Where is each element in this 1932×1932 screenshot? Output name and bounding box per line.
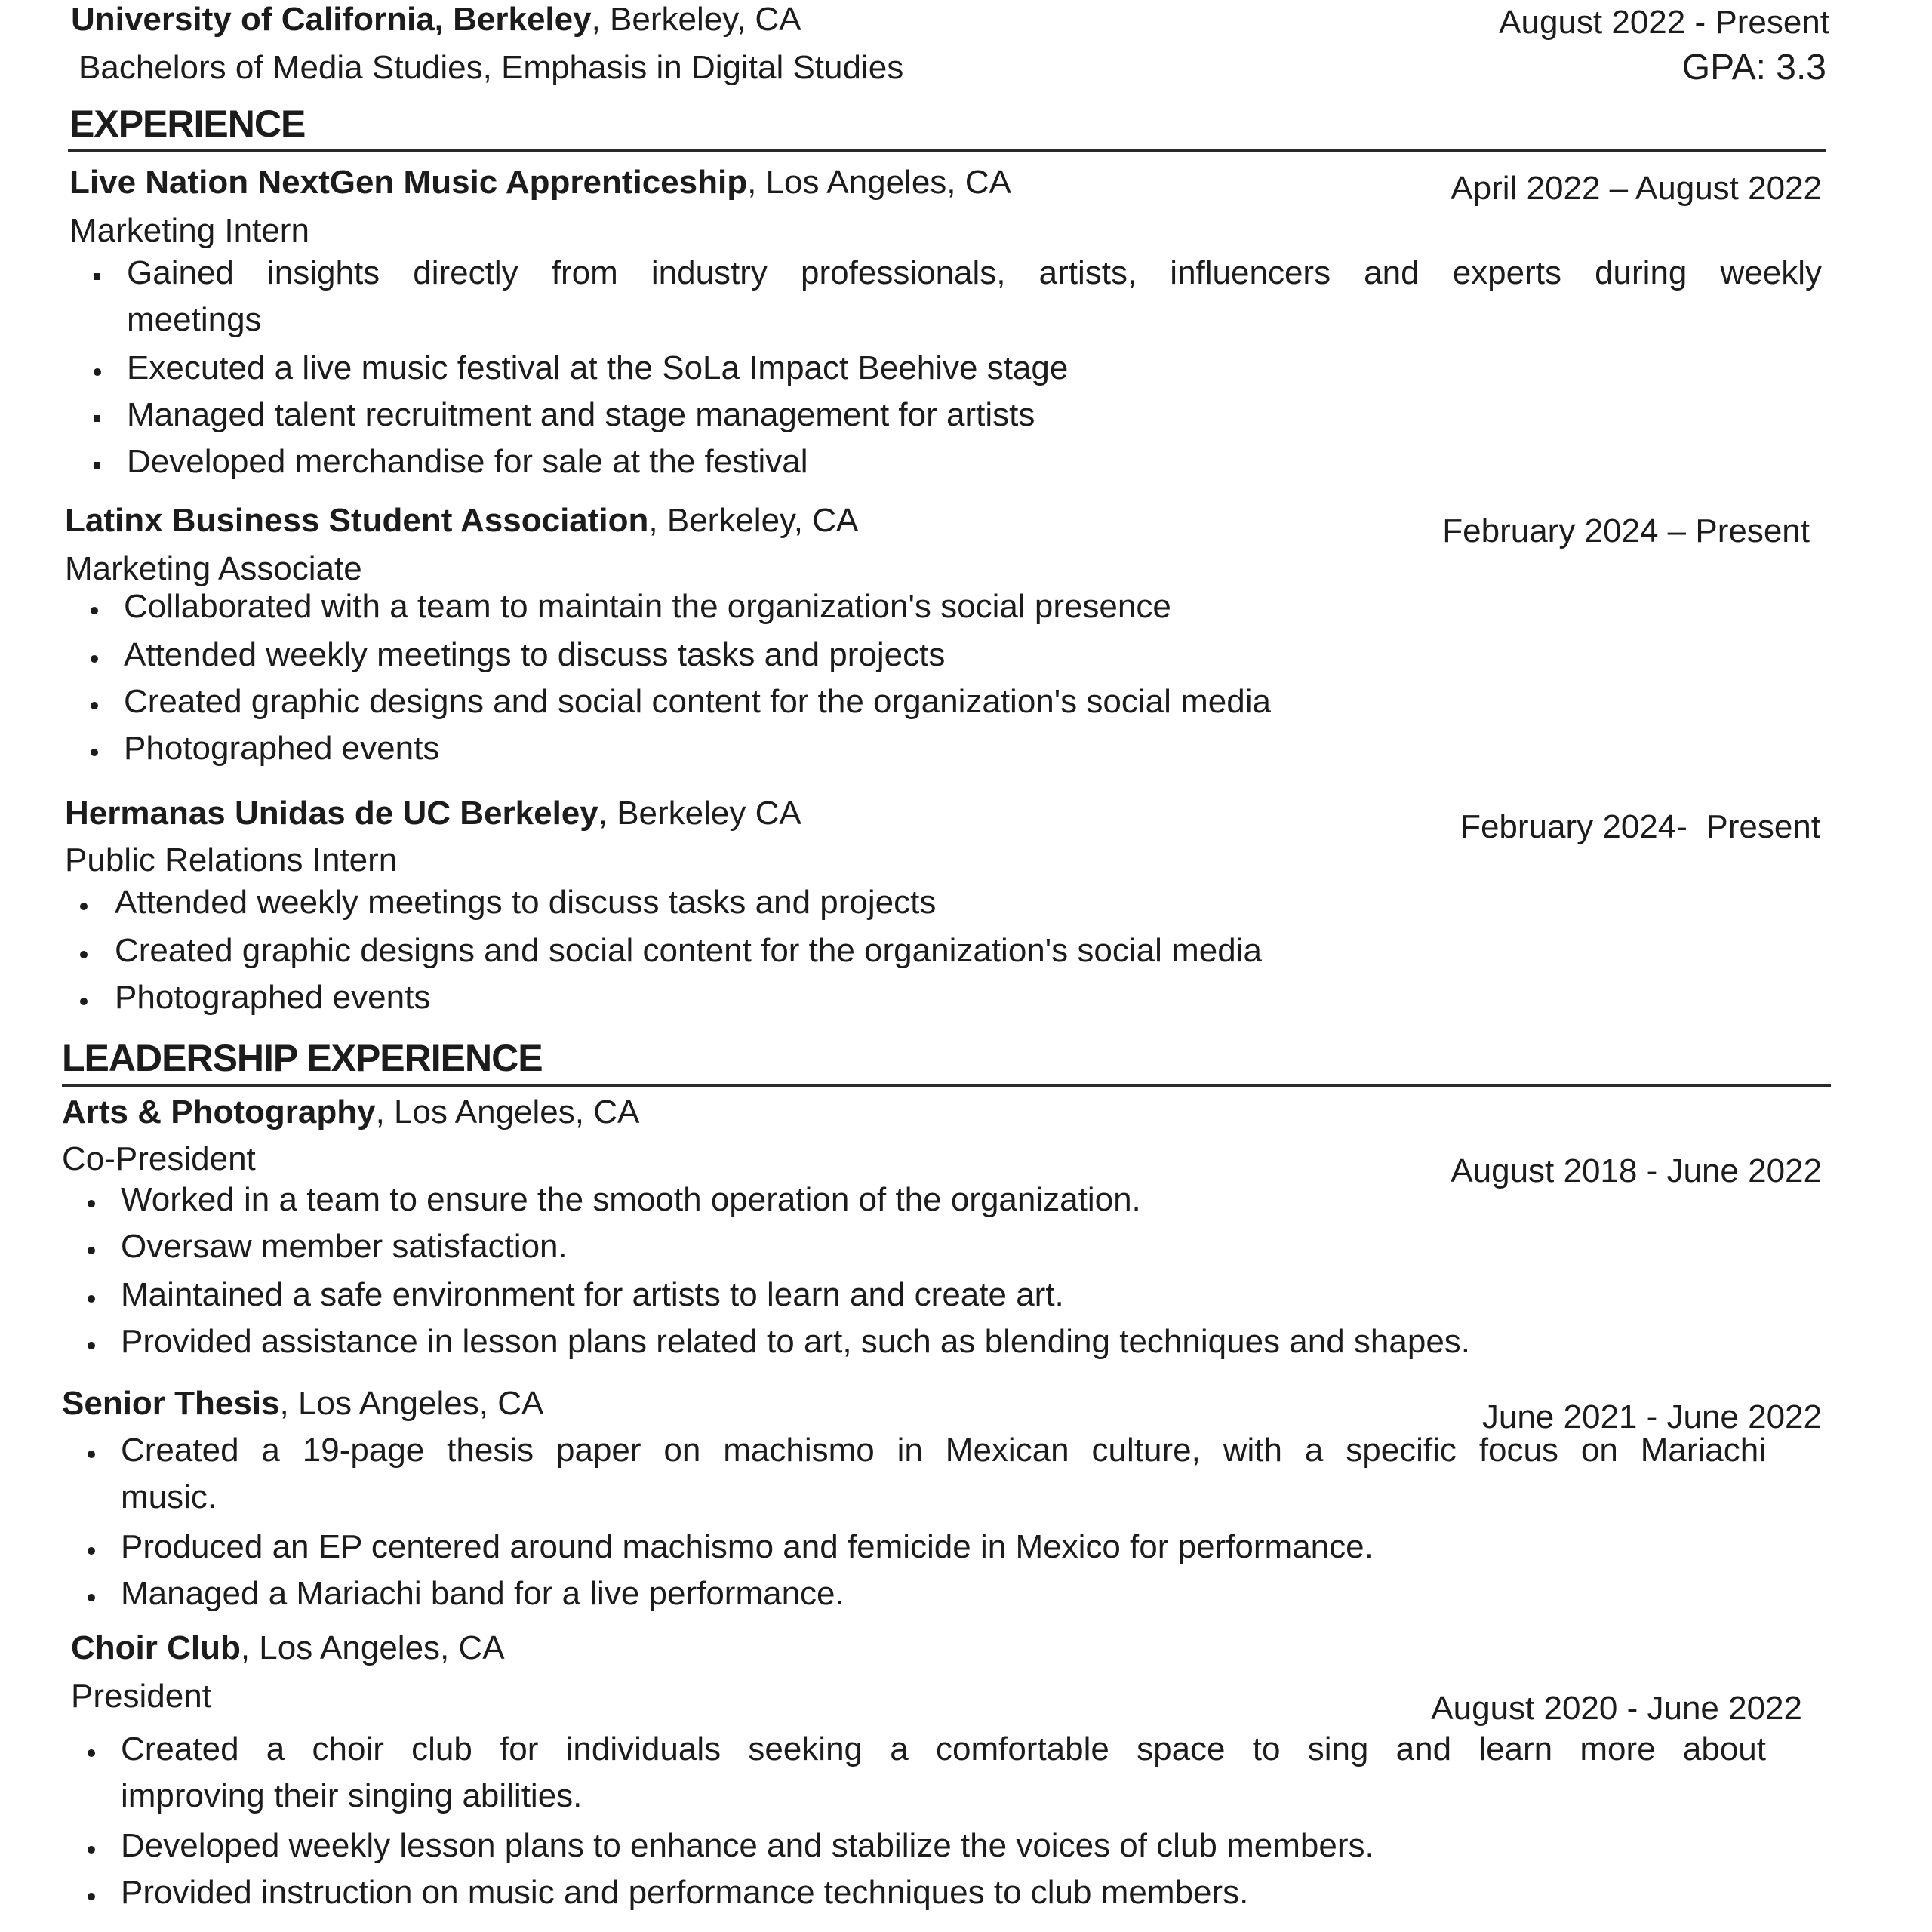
org-location: , Berkeley, CA [648, 502, 859, 539]
org-location: , Los Angeles, CA [375, 1094, 640, 1131]
job-role: Marketing Intern [69, 212, 309, 249]
job-role: Public Relations Intern [65, 841, 398, 878]
education-dates: August 2022 - Present [1499, 4, 1829, 41]
list-item: Attended weekly meetings to discuss tasks and projects [124, 636, 946, 673]
list-item: Worked in a team to ensure the smooth operation of the organization. [121, 1181, 1141, 1218]
list-item: Developed merchandise for sale at the festival [127, 443, 808, 480]
org-name: Senior Thesis [62, 1385, 280, 1422]
school-name: University of California, Berkeley [71, 1, 592, 38]
bullet-marker [88, 1295, 95, 1303]
list-item: Provided assistance in lesson plans related to art, such as blending techniques and shapes. [121, 1323, 1471, 1360]
bullet-marker [88, 1342, 95, 1349]
org-name: Arts & Photography [62, 1094, 376, 1131]
job-title-line [65, 501, 858, 540]
job-title-line [69, 163, 1011, 202]
bullet-marker [94, 273, 100, 280]
list-item: Created graphic designs and social content for the organization's social media [115, 932, 1262, 969]
list-item: Attended weekly meetings to discuss tasks and projects [115, 884, 937, 921]
school-location: , Berkeley, CA [591, 1, 801, 38]
bullet-marker [80, 998, 88, 1005]
bullet-marker [94, 415, 100, 422]
list-item: Created graphic designs and social content for the organization's social media [124, 683, 1271, 720]
list-item: Gained insights directly from industry professionals, artists, influencers and experts during weekly [127, 254, 1822, 291]
bullet-marker [91, 749, 98, 756]
position-role: President [71, 1678, 211, 1715]
section-heading-leadership: LEADERSHIP EXPERIENCE [62, 1037, 543, 1079]
list-item: Developed weekly lesson plans to enhance and stabilize the voices of club members. [121, 1827, 1374, 1864]
list-item: Photographed events [115, 979, 431, 1016]
bullet-marker [80, 951, 88, 958]
org-name: Live Nation NextGen Music Apprenticeship [69, 164, 748, 201]
bullet-marker [94, 462, 100, 469]
org-name: Hermanas Unidas de UC Berkeley [65, 795, 598, 832]
list-item: Produced an EP centered around machismo and femicide in Mexico for performance. [121, 1528, 1374, 1565]
bullet-marker [94, 368, 101, 376]
position-dates: June 2021 - June 2022 [1481, 1398, 1822, 1435]
position-title-line [71, 1629, 505, 1668]
bullet-marker [91, 655, 98, 663]
list-item: Photographed events [124, 730, 440, 767]
job-dates: February 2024 – Present [1442, 512, 1810, 549]
bullet-marker [88, 1893, 95, 1900]
list-item: Maintained a safe environment for artists to learn and create art. [121, 1276, 1064, 1313]
list-item: Created a choir club for individuals seeking a comfortable space to sing and learn more about [121, 1730, 1766, 1767]
job-dates: February 2024- Present [1460, 808, 1820, 845]
org-location: , Los Angeles, CA [747, 164, 1011, 201]
org-name: Latinx Business Student Association [65, 502, 649, 539]
bullet-marker [88, 1451, 95, 1458]
position-dates: August 2020 - June 2022 [1431, 1690, 1802, 1727]
org-location: , Los Angeles, CA [279, 1385, 544, 1422]
degree: Bachelors of Media Studies, Emphasis in Digital Studies [78, 49, 904, 86]
job-title-line [65, 794, 801, 833]
bullet-marker [88, 1247, 95, 1254]
bullet-marker [88, 1547, 95, 1555]
section-divider [68, 149, 1826, 152]
bullet-marker [88, 1594, 95, 1601]
position-dates: August 2018 - June 2022 [1451, 1152, 1822, 1189]
list-item: Collaborated with a team to maintain the organization's social presence [124, 588, 1171, 625]
list-item: Oversaw member satisfaction. [121, 1228, 568, 1265]
gpa: GPA: 3.3 [1681, 48, 1826, 88]
list-item: Managed a Mariachi band for a live performance. [121, 1575, 844, 1612]
org-location: , Berkeley CA [598, 795, 801, 832]
section-heading-experience: EXPERIENCE [69, 103, 306, 145]
job-dates: April 2022 – August 2022 [1451, 170, 1822, 207]
bullet-marker [91, 702, 98, 709]
list-item: Managed talent recruitment and stage management for artists [127, 396, 1035, 433]
bullet-marker [88, 1200, 95, 1208]
org-location: , Los Angeles, CA [240, 1629, 505, 1666]
list-item: Provided instruction on music and performance techniques to club members. [121, 1874, 1249, 1911]
list-item-continuation: music. [121, 1478, 217, 1515]
position-role: Co-President [62, 1140, 256, 1177]
bullet-marker [88, 1846, 95, 1854]
list-item-continuation: improving their singing abilities. [121, 1777, 583, 1814]
job-role: Marketing Associate [65, 550, 362, 587]
bullet-marker [91, 607, 98, 614]
list-item: Created a 19-page thesis paper on machismo in Mexican culture, with a specific focus on Mariachi [121, 1432, 1766, 1469]
bullet-marker [88, 1749, 95, 1757]
list-item: Executed a live music festival at the SoLa Impact Beehive stage [127, 349, 1069, 386]
education-entry [71, 0, 801, 39]
list-item-continuation: meetings [127, 301, 262, 338]
bullet-marker [80, 903, 88, 910]
section-divider [62, 1084, 1831, 1087]
org-name: Choir Club [71, 1629, 241, 1666]
position-title-line [62, 1384, 543, 1423]
position-title-line [62, 1093, 639, 1132]
